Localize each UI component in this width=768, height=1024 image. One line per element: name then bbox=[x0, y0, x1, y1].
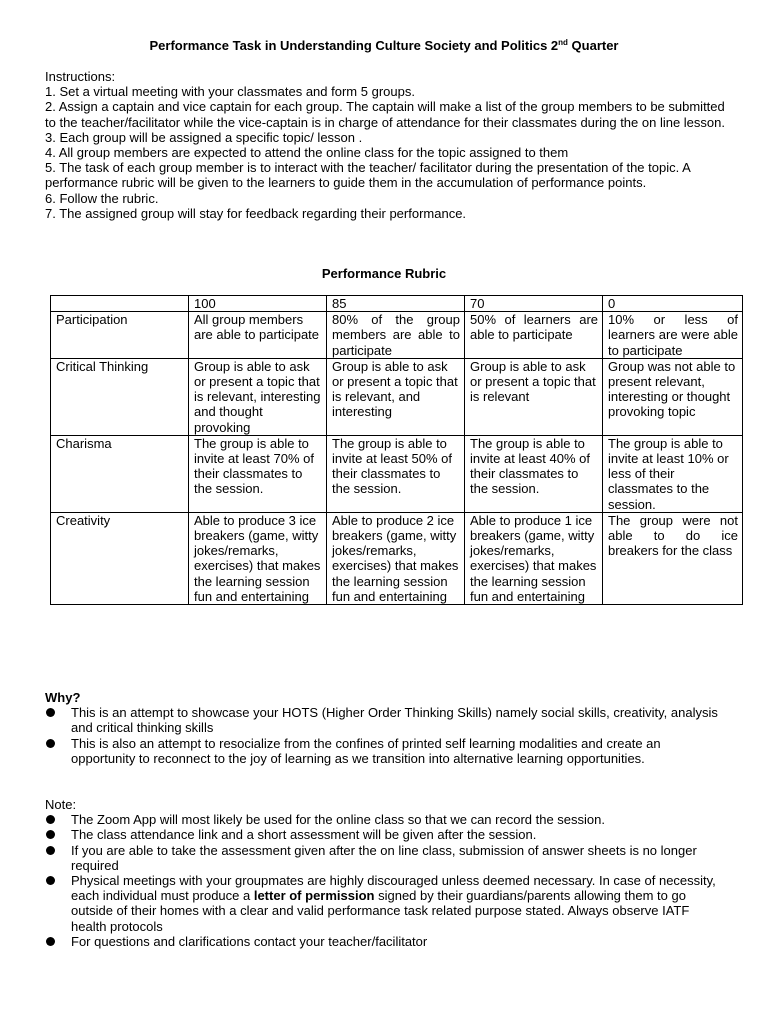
rubric-table bbox=[50, 295, 743, 605]
instruction-item: 7. The assigned group will stay for feedback regarding their performance. bbox=[45, 205, 467, 221]
instruction-item: 5. The task of each group member is to interact with the teacher/ facilitator during the presentation of the topic. A performance rubric will be given to the learners to guide them in the accumulation of performance points. bbox=[45, 160, 691, 191]
instructions bbox=[45, 69, 725, 221]
bullet-icon bbox=[46, 937, 55, 946]
rubric-cell: Able to produce 1 ice breakers (game, witty jokes/remarks, exercises) that makes the learning session fun and entertaining bbox=[465, 512, 603, 604]
list-item bbox=[45, 827, 725, 842]
instructions-heading: Instructions: bbox=[45, 69, 116, 84]
list-item-text: This is an attempt to showcase your HOTS (Higher Order Thinking Skills) namely social skills, creativity, analysis and critical thinking skills bbox=[71, 705, 718, 736]
instruction-item: 3. Each group will be assigned a specific topic/ lesson . bbox=[45, 129, 363, 145]
rubric-criterion: Critical Thinking bbox=[51, 358, 189, 435]
rubric-cell: Group is able to ask or present a topic that is relevant bbox=[465, 358, 603, 435]
rubric-cell: 10% or less of learners are were able to participate bbox=[603, 312, 743, 359]
list-item-text: This is also an attempt to resocialize from the confines of printed self learning modalities and create an opportunity to reconnect to the joy of learning as we transition into alternative learning opportunities. bbox=[71, 735, 661, 766]
instruction-item: 4. All group members are expected to attend the online class for the topic assigned to them bbox=[45, 145, 569, 161]
rubric-header-cell: 0 bbox=[603, 296, 743, 312]
note-section bbox=[45, 797, 725, 949]
rubric-criterion: Participation bbox=[51, 312, 189, 359]
rubric-cell: Able to produce 3 ice breakers (game, witty jokes/remarks, exercises) that makes the learning session fun and entertaining bbox=[189, 512, 327, 604]
list-item-text: If you are able to take the assessment given after the on line class, submission of answer sheets is no longer required bbox=[71, 842, 697, 873]
list-item-text: For questions and clarifications contact your teacher/facilitator bbox=[71, 933, 428, 949]
rubric-cell: All group members are able to participate bbox=[189, 312, 327, 359]
rubric-cell: 50% of learners are able to participate bbox=[465, 312, 603, 359]
rubric-criterion: Charisma bbox=[51, 435, 189, 512]
rubric-row-creativity bbox=[51, 512, 743, 604]
bullet-icon bbox=[46, 830, 55, 839]
list-item bbox=[45, 812, 725, 827]
list-item bbox=[45, 843, 725, 873]
title-superscript: nd bbox=[558, 38, 568, 47]
list-item bbox=[45, 705, 725, 735]
rubric-header-cell bbox=[51, 296, 189, 312]
letter-of-permission-text: letter of permission bbox=[253, 888, 375, 904]
rubric-header-cell: 100 bbox=[189, 296, 327, 312]
why-heading: Why? bbox=[45, 690, 81, 705]
bullet-icon bbox=[46, 739, 55, 748]
why-section bbox=[45, 690, 725, 766]
rubric-cell: The group is able to invite at least 40% of their classmates to the session. bbox=[465, 435, 603, 512]
list-item-text: signed by their guardians/parents allowing them to go outside of their homes with a clear and valid performance task related purpose stated. Always observe IATF health protocols bbox=[71, 888, 690, 934]
rubric-criterion: Creativity bbox=[51, 512, 189, 604]
bullet-icon bbox=[46, 815, 55, 824]
rubric-cell: Able to produce 2 ice breakers (game, witty jokes/remarks, exercises) that makes the learning session fun and entertaining bbox=[327, 512, 465, 604]
list-item bbox=[45, 934, 725, 949]
instruction-item: 1. Set a virtual meeting with your classmates and form 5 groups. bbox=[45, 84, 415, 100]
rubric-cell: The group is able to invite at least 50% of their classmates to the session. bbox=[327, 435, 465, 512]
note-heading: Note: bbox=[45, 797, 77, 812]
list-item bbox=[45, 873, 725, 934]
rubric-cell: The group is able to invite at least 70% of their classmates to the session. bbox=[189, 435, 327, 512]
title-main: Performance Task in Understanding Culture Society and Politics 2 bbox=[149, 38, 559, 53]
bullet-icon bbox=[46, 708, 55, 717]
rubric-cell: The group is able to invite at least 10% or less of their classmates to the session. bbox=[603, 435, 743, 512]
rubric-header-cell: 85 bbox=[327, 296, 465, 312]
bullet-icon bbox=[46, 846, 55, 855]
rubric-row-charisma bbox=[51, 435, 743, 512]
rubric-title: Performance Rubric bbox=[321, 266, 447, 281]
rubric-header-cell: 70 bbox=[465, 296, 603, 312]
list-item bbox=[45, 736, 725, 766]
list-item-text: The Zoom App will most likely be used for the online class so that we can record the session. bbox=[71, 812, 605, 828]
instruction-item: 6. Follow the rubric. bbox=[45, 190, 159, 206]
rubric-header-row bbox=[51, 296, 743, 312]
rubric-row-participation bbox=[51, 312, 743, 359]
rubric-cell: The group were not able to do ice breakers for the class bbox=[603, 512, 743, 604]
rubric-cell: Group is able to ask or present a topic that is relevant, and interesting bbox=[327, 358, 465, 435]
rubric-cell: Group is able to ask or present a topic that is relevant, interesting and thought provoking bbox=[189, 358, 327, 435]
title-end: Quarter bbox=[567, 38, 619, 53]
bullet-icon bbox=[46, 876, 55, 885]
instruction-item: 2. Assign a captain and vice captain for each group. The captain will make a list of the group members to be submitted to the teacher/facilitator while the vice-captain is in charge of attendance for their classmates during the on line lesson. bbox=[45, 99, 725, 130]
rubric-cell: Group was not able to present relevant, interesting or thought provoking topic bbox=[603, 358, 743, 435]
rubric-cell: 80% of the group members are able to participate bbox=[327, 312, 465, 359]
list-item-text: The class attendance link and a short assessment will be given after the session. bbox=[71, 827, 537, 843]
note-list bbox=[45, 812, 725, 949]
rubric-row-critical-thinking bbox=[51, 358, 743, 435]
page-title bbox=[0, 38, 768, 54]
why-list bbox=[45, 705, 725, 766]
list-item-text: Physical meetings with your groupmates are highly discouraged unless deemed necessary. In case of necessity, each individual must produce a bbox=[71, 873, 716, 904]
